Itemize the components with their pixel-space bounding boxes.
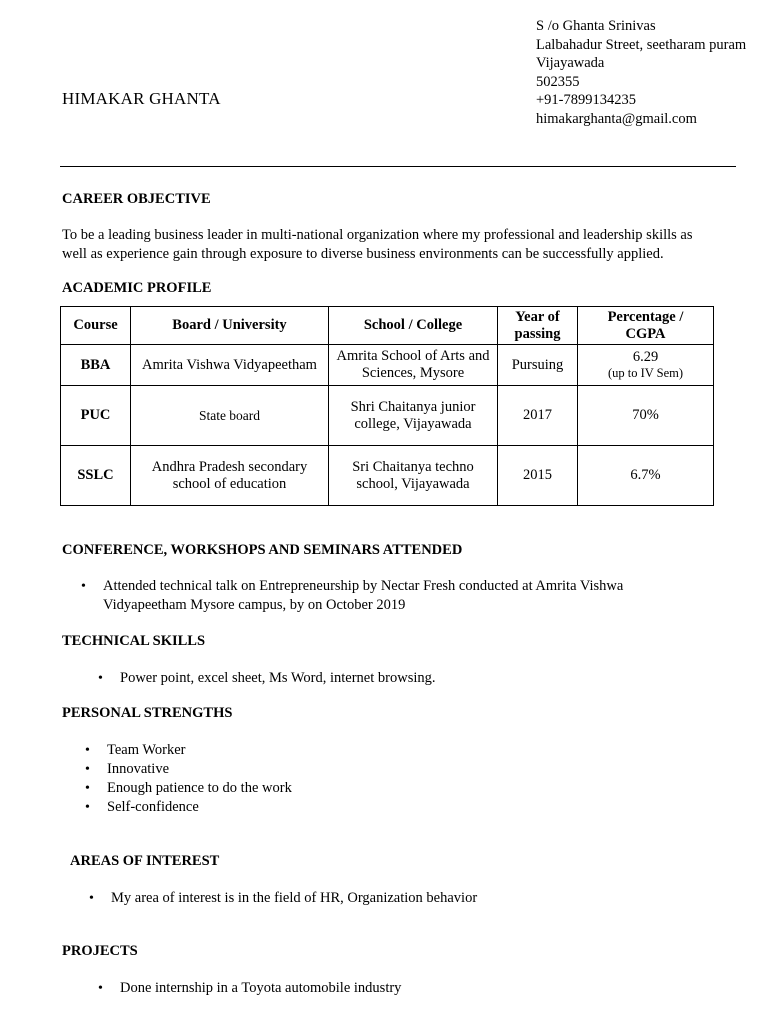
school-cell (329, 386, 498, 446)
column-header-year (498, 307, 578, 345)
list-item-text: Self-confidence (107, 799, 199, 815)
contact-block (536, 17, 746, 129)
list-item (89, 889, 711, 908)
address-line: Lalbahadur Street, seetharam puram (536, 36, 747, 53)
school-line: Amrita School of Arts and (336, 348, 490, 364)
career-objective-line: To be a leading business leader in multi-national organization where my professional and leadership skills as (62, 227, 693, 243)
course-cell: SSLC (61, 446, 131, 506)
column-header-school: School / College (329, 307, 498, 345)
technical-skills-heading: TECHNICAL SKILLS (62, 633, 206, 649)
school-line: school, Vijayawada (356, 475, 470, 492)
career-objective-text (62, 226, 742, 263)
header-divider (60, 166, 736, 167)
board-line: school of education (172, 475, 287, 492)
career-objective-line: well as experience gain through exposure to diverse business environments can be successfully applied. (62, 245, 664, 262)
list-item-text: Innovative (107, 761, 170, 777)
bullet-icon: • (85, 762, 90, 777)
board-line: Amrita Vishwa Vidyapeetham (142, 356, 317, 373)
school-cell (329, 446, 498, 506)
list-item (85, 798, 707, 817)
bullet-icon: • (85, 743, 90, 758)
personal-strengths-heading: PERSONAL STRENGTHS (62, 705, 233, 721)
board-line: State board (198, 408, 261, 423)
table-row (61, 386, 714, 446)
list-item (85, 779, 707, 798)
conferences-list (81, 577, 743, 615)
career-objective-heading: CAREER OBJECTIVE (62, 191, 211, 207)
school-line: Sri Chaitanya techno (352, 458, 474, 475)
column-header-course: Course (61, 307, 131, 345)
list-item-text: My area of interest is in the field of HR, Organization behavior (111, 890, 478, 906)
list-item-text: Team Worker (107, 742, 186, 758)
list-item-text: Power point, excel sheet, Ms Word, internet browsing. (120, 670, 436, 686)
address-line: S /o Ghanta Srinivas (536, 18, 656, 34)
areas-of-interest-heading: AREAS OF INTEREST (70, 853, 220, 869)
course-cell: BBA (61, 345, 131, 386)
column-header-board: Board / University (131, 307, 329, 345)
table-row (61, 446, 714, 506)
table-row (61, 345, 714, 386)
bullet-icon: • (85, 800, 90, 815)
projects-heading: PROJECTS (62, 943, 138, 959)
list-item (81, 577, 743, 615)
percentage-cell: 6.7% (578, 446, 714, 506)
personal-strengths-list (85, 741, 707, 817)
academic-profile-heading: ACADEMIC PROFILE (62, 280, 212, 296)
percentage-note: (up to IV Sem) (607, 366, 684, 380)
percentage-cell (578, 345, 714, 386)
school-line: Sciences, Mysore (361, 365, 465, 381)
bullet-icon: • (85, 781, 90, 796)
list-item-line: Vidyapeetham Mysore campus, by on October 2019 (103, 597, 406, 613)
list-item (98, 669, 720, 688)
phone-number: +91-7899134235 (536, 92, 637, 109)
year-cell: 2017 (498, 386, 578, 446)
postal-code: 502355 (536, 73, 580, 90)
projects-list (98, 979, 720, 998)
column-header-year-line: passing (514, 325, 561, 342)
board-cell (131, 386, 329, 446)
technical-skills-list (98, 669, 720, 688)
table-header-row (61, 307, 714, 345)
school-line: Shri Chaitanya junior (350, 398, 476, 415)
bullet-icon: • (98, 981, 103, 996)
list-item-text: Enough patience to do the work (107, 780, 292, 796)
bullet-icon: • (81, 579, 86, 594)
academic-table (60, 306, 714, 506)
year-cell: 2015 (498, 446, 578, 506)
percentage-value: 6.29 (632, 349, 659, 365)
school-cell (329, 345, 498, 386)
candidate-name: HIMAKAR GHANTA (62, 89, 221, 108)
list-item-line: Attended technical talk on Entrepreneurship by Nectar Fresh conducted at Amrita Vishwa (103, 578, 624, 594)
school-line: college, Vijayawada (354, 415, 472, 432)
bullet-icon: • (98, 671, 103, 686)
conferences-heading: CONFERENCE, WORKSHOPS AND SEMINARS ATTENDED (62, 542, 463, 558)
list-item-text: Done internship in a Toyota automobile industry (120, 980, 402, 996)
column-header-percentage-line: Percentage / (607, 308, 684, 325)
column-header-year-line: Year of (515, 308, 560, 325)
list-item (98, 979, 720, 998)
board-cell (131, 345, 329, 386)
year-cell: Pursuing (498, 345, 578, 386)
bullet-icon: • (89, 891, 94, 906)
column-header-percentage-line: CGPA (625, 325, 666, 342)
list-item (85, 741, 707, 760)
column-header-percentage (578, 307, 714, 345)
areas-of-interest-list (89, 889, 711, 908)
percentage-cell: 70% (578, 386, 714, 446)
email-address: himakarghanta@gmail.com (536, 110, 697, 127)
board-cell (131, 446, 329, 506)
address-line: Vijayawada (536, 55, 605, 72)
board-line: Andhra Pradesh secondary (151, 458, 308, 475)
course-cell: PUC (61, 386, 131, 446)
list-item (85, 760, 707, 779)
